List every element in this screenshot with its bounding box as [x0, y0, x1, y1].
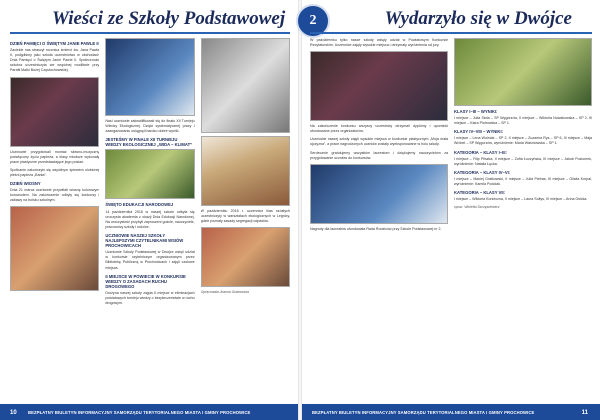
section-heading: DZIEŃ WIOSNY [10, 181, 41, 187]
right-page [302, 0, 600, 420]
section-heading: UCZNIOWIE NASZEJ SZKOŁY NAJLEPSZYMI CZYTELNIKAMI WSIÓW PROCHOWICACH [105, 232, 184, 249]
section-heading: KLASY I–III – WYNIKI: [454, 109, 498, 114]
right-page-header [310, 4, 592, 34]
section-heading: ŚWIĘTO EDUKACJI NARODOWEJ [105, 202, 174, 208]
article-paragraph: Uczniowie naszej szkoły zajęli wysokie miejsca w konkursie plastycznym „Moja mała ojczyzna”, a prace nagrodzonych uczniów zostały wyeksponowane w holu szkoły. [310, 137, 448, 147]
section-heading: KATEGORIA – KLASY I–III: [454, 149, 507, 155]
article-paragraph: Uczniowie Szkoły Podstawowej w Dwójce wzięli udział w konkursie czytelniczym organizowanym przez Bibliotekę Publiczną w Prochowicach i zajęli czołowe miejsca. [105, 250, 195, 270]
event-photo [105, 149, 194, 199]
school-emblem-icon: 2 [296, 4, 330, 38]
right-column-1 [310, 38, 448, 398]
left-columns [10, 38, 290, 398]
section-heading: II MIEJSCE W POWIECIE W KONKURSIE WIEDZY O ZASADACH RUCHU DROGOWEGO [105, 273, 186, 289]
article-paragraph: Serdecznie gratulujemy wszystkim laureatom i dziękujemy nauczycielom za przygotowanie uczniów do konkursów. [310, 150, 448, 160]
article-paragraph: Dnia 21 marca uczniowie przywitali wiosnę kolorowym korowodem. Na zakończenie odbyły się konkursy i zabawy na boisku szkolnym. [10, 188, 100, 203]
event-photo [310, 51, 448, 121]
left-page-title: Wieści ze Szkoły Podstawowej [52, 8, 286, 29]
page-number: 10 [10, 410, 17, 416]
section-heading: KATEGORIA – KLASY IV–VI: [454, 169, 511, 175]
left-column-2 [105, 38, 194, 398]
article-paragraph: Na zakończenie konkursu wszyscy uczestnicy otrzymali dyplomy i upominki ufundowane przez organizatorów. [310, 124, 448, 134]
left-column-3 [201, 38, 290, 398]
event-photo [10, 77, 99, 147]
right-footer-bar [302, 404, 600, 420]
event-photo [10, 206, 99, 291]
right-page-title: Wydarzyło się w Dwójce [384, 8, 572, 29]
article-paragraph: Zaciekle nas straszył rocznica śmierci św. Jana Pawła II, podjęliśmy jako szkoła uczestnictwo w obchodach Dnia Pamięci o Świętym Janie Pawle II. Społeczność szkolna uczestniczyła we wspólnej modlitwie przy Parafii Matki Bożej Częstochowskiej. [10, 48, 100, 73]
signature: oprac. Wioletta Szczęśniewicz [454, 205, 500, 210]
article-paragraph: I miejsce – Julia Słota – SP Węgorzów, II miejsce – Wiktoria Nowakowska – SP 2, III miejsce – Klara Piotrowska – SP 1. [454, 116, 592, 126]
article-paragraph: Nagrody dla laureatów ufundowała Rada Rodziców przy Szkole Podstawowej nr 2. [310, 226, 442, 231]
section-heading: KLASY IV–VIII – WYNIKI: [454, 129, 504, 135]
header-rule [310, 32, 592, 34]
section-heading: KATEGORIA – KLASY VII: [454, 190, 506, 196]
event-photo [201, 38, 290, 133]
left-column-1 [10, 38, 99, 398]
left-page [0, 0, 298, 420]
article-paragraph: W październiku tylko nasze szkoły wzięły udział w Powiatowym Konkursie Recytatorskim. Uczennice zajęły wysokie miejsca i otrzymały wyróżnienia od jury. [310, 38, 448, 48]
event-photo [454, 38, 592, 106]
article-paragraph: 14 października 2016 w naszej szkole odbyła się uroczysta akademia z okazji Dnia Edukacji Narodowej. Na uroczystość przybyli zaproszeni goście, nauczyciele, pracownicy szkoły i rodzice. [105, 209, 195, 229]
article-paragraph: Spotkanie zakończyło się wspólnym śpiewem ulubionej pieśni papieża „Barka”. [10, 167, 100, 177]
header-rule [10, 32, 290, 34]
event-photo [105, 38, 194, 116]
section-heading: DZIEŃ PAMIĘCI O ŚWIĘTYM JANIE PAWLE II [10, 41, 99, 46]
left-footer-bar [0, 404, 298, 420]
event-photo [310, 164, 448, 224]
article-paragraph: Uczniowie przygotowali montaż słowno-muzyczny poświęcony życiu papieża, a klasy młodsze wykonały prace plastyczne przedstawiające jego postać. [10, 149, 100, 164]
signature: Opracowała Joanna Grabowska [200, 290, 249, 295]
footer-text: BEZPŁATNY BIULETYN INFORMACYJNY SAMORZĄDU TERYTORIALNEGO MIASTA I GMINY PROCHOWICE [312, 409, 535, 415]
article-paragraph: I miejsce – Filip Pliszka, II miejsce – Zofia Łuczyńska, III miejsce – Jakub Poziomek, wyróżnienie: Natalia Łęcka. [454, 156, 592, 166]
event-photo [201, 136, 290, 206]
section-heading: JESTEŚMY W FINALE XII TURNIEJU WIEDZY EKOLOGICZNEJ „WIDA – KLIMAT” [105, 137, 193, 148]
right-column-2 [454, 38, 592, 398]
footer-text: BEZPŁATNY BIULETYN INFORMACYJNY SAMORZĄDU TERYTORIALNEGO MIASTA I GMINY PROCHOWICE [28, 409, 251, 415]
right-columns [310, 38, 592, 398]
page-number: 11 [581, 410, 588, 416]
article-paragraph: I miejsce – Wiktoria Konieczna, II miejsce – Laura Sołtys, III miejsce – Anna Osicka. [454, 197, 588, 202]
article-paragraph: Drużyna naszej szkoły zajęła II miejsce w eliminacjach powiatowych turnieju wiedzy o bezpieczeństwie w ruchu drogowym. [105, 290, 195, 306]
event-photo [201, 227, 290, 287]
article-paragraph: I miejsce – Lena Wolniak – SP 2, II miejsce – Zuzanna Rys – SP 6, III miejsce – Maja Wróbel – SP Węgorzów, wyróżnienie: Maria Waśniowska – SP 1. [454, 136, 592, 146]
article-paragraph: Nasi uczniowie zakwalifikowali się do finału XII Turnieju Wiedzy Ekologicznej. Dzięki systematycznej pracy i zaangażowaniu osiągnęli bardzo dobre wyniki. [105, 119, 195, 134]
article-paragraph: I miejsce – Maciej Gratkowski, II miejsce – Julia Pietras, III miejsce – Oliwia Korpal, wyróżnienie: Kamila Podolak. [454, 176, 592, 187]
left-page-header [10, 4, 290, 34]
article-paragraph: W październiku 2016 r. uczennice klas szóstych uczestniczyły w warsztatach ekologicznych w Legnicy, gdzie poznały zasady segregacji odpadów. [200, 209, 290, 224]
